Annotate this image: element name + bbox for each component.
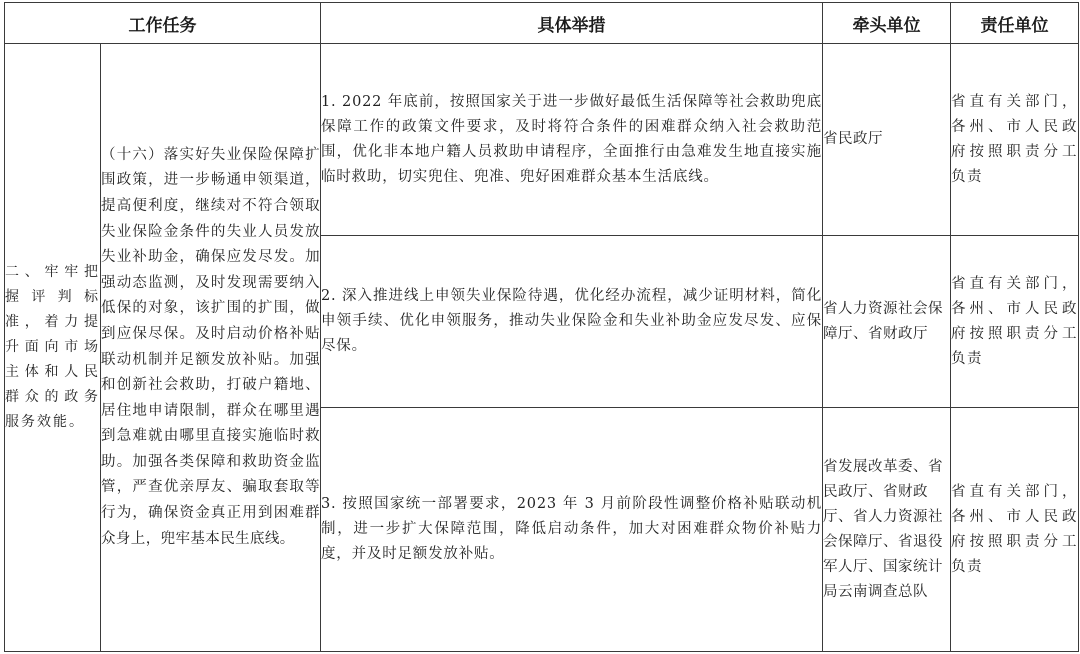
header-measure: 具体举措 [321, 3, 823, 44]
responsible-unit-cell: 省直有关部门，各州、市人民政府按照职责分工负责 [951, 408, 1079, 652]
measure-cell: 3. 按照国家统一部署要求，2023 年 3 月前阶段性调整价格补贴联动机制，进一步扩大保障范围，降低启动条件，加大对困难群众物价补贴力度，并及时足额发放补贴。 [321, 408, 823, 652]
header-lead-unit: 牵头单位 [823, 3, 951, 44]
table-row [5, 44, 1079, 236]
task-cell: （十六）落实好失业保险保障扩围政策，进一步畅通申领渠道，提高便利度，继续对不符合领取失业保险金条件的失业人员发放失业补助金，确保应发尽发。加强动态监测，及时发现需要纳入低保的对象，该扩围的扩围，做到应保尽保。及时启动价格补贴联动机制并足额发放补贴。加强和创新社会救助，打破户籍地、居住地申请限制，群众在哪里遇到急难就由哪里直接实施临时救助。加强各类保障和救助资金监管，严查优亲厚友、骗取套取等行为，确保资金真正用到困难群众身上，兜牢基本民生底线。 [101, 44, 321, 652]
lead-unit-cell: 省人力资源社会保障厅、省财政厅 [823, 236, 951, 408]
policy-table [4, 2, 1079, 652]
header-row [5, 3, 1079, 44]
measure-cell: 2. 深入推进线上申领失业保险待遇，优化经办流程，减少证明材料，简化申领手续、优化申领服务，推动失业保险金和失业补助金应发尽发、应保尽保。 [321, 236, 823, 408]
measure-cell: 1. 2022 年底前，按照国家关于进一步做好最低生活保障等社会救助兜底保障工作的政策文件要求，及时将符合条件的困难群众纳入社会救助范围，优化非本地户籍人员救助申请程序，全面推行由急难发生地直接实施临时救助，切实兜住、兜准、兜好困难群众基本生活底线。 [321, 44, 823, 236]
goal-cell: 二、牢牢把握评判标准，着力提升面向市场主体和人民群众的政务服务效能。 [5, 44, 101, 652]
header-task: 工作任务 [5, 3, 321, 44]
lead-unit-cell: 省发展改革委、省民政厅、省财政厅、省人力资源社会保障厅、省退役军人厅、国家统计局云南调查总队 [823, 408, 951, 652]
lead-unit-cell: 省民政厅 [823, 44, 951, 236]
header-responsible-unit: 责任单位 [951, 3, 1079, 44]
responsible-unit-cell: 省直有关部门，各州、市人民政府按照职责分工负责 [951, 236, 1079, 408]
responsible-unit-cell: 省直有关部门，各州、市人民政府按照职责分工负责 [951, 44, 1079, 236]
